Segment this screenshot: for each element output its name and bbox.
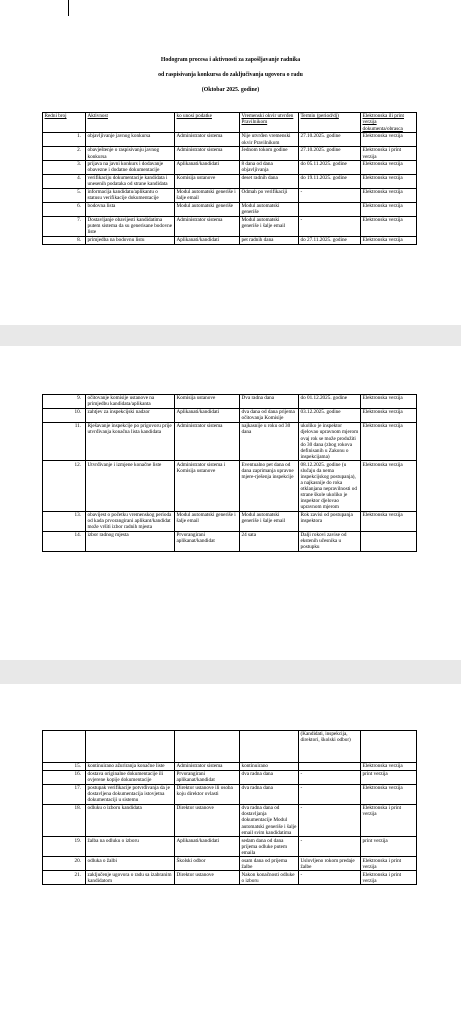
row-time-frame: 24 sata [240,531,299,551]
row-version: Elektronska verzija [361,395,417,409]
table-row [43,161,417,175]
row-ordinal: 20. [43,857,86,871]
table-row [43,784,417,804]
row-term: 27.10.2025. godine [299,133,361,147]
row-activity: zaključenje ugovora o radu sa izabranim kandidatom [86,871,175,885]
row-activity: prijava na javni konkurs i dodavanje obavezne i dodatne dokumentacije [86,161,175,175]
row-who-enters: Direktor ustanove ili osoba koju direktor ovlasti [175,784,240,804]
row-who-enters: Modul automatski generiše [175,202,240,216]
row-who-enters: Modul automatski generiše i šalje email [175,188,240,202]
row-who-enters: Aplikanati/kandidati [175,161,240,175]
row-version: print verzija [361,837,417,857]
row-activity: obavještenje o raspisivanju javnog konkursa [86,147,175,161]
continuation-header-row [43,731,417,763]
row-who-enters: Direktor ustanove [175,804,240,836]
row-time-frame: Nakon konačnosti odluke o izboru [240,871,299,885]
row-ordinal: 3. [43,161,86,175]
row-time-frame: Modul automatski generiše i šalje email [240,511,299,531]
row-term: Rok zavisi od postupanja inspektora [299,511,361,531]
row-who-enters: Direktor ustanove [175,871,240,885]
row-term: 03.12.2025. godine [299,408,361,422]
row-activity: objavljivanje javnog konkursa [86,133,175,147]
table-row [43,511,417,531]
row-activity: Utvrđivanje i izmjene konačne liste [86,461,175,512]
row-term: - [299,770,361,784]
row-term: Dalji rokovi zavise od ekstenih učesnika u postupku [299,531,361,551]
row-ordinal: 18. [43,804,86,836]
row-who-enters: Administrator sistema [175,422,240,460]
row-time-frame: 8 dana od dana objavljivanja [240,161,299,175]
row-activity: primjedba na bodovnu listu [86,236,175,244]
row-term: do 05.11.2025. godine [299,161,361,175]
row-ordinal: 14. [43,531,86,551]
row-version: Elektronska i print verzija [361,871,417,885]
row-time-frame: Modul automatski generiše i šalje email [240,216,299,236]
row-version: Elektronska verzija [361,461,417,512]
row-activity: žalba na odluku o izboru [86,837,175,857]
row-ordinal: 4. [43,174,86,188]
row-who-enters: Administrator sistema i Komisija ustanove [175,461,240,512]
row-version: Elektronska i print verzija [361,857,417,871]
row-who-enters: Administrator sistema [175,216,240,236]
row-time-frame: Nije utvrđen vremenski okvir Pravilnikom [240,133,299,147]
row-time-frame: Jednom tokom godine [240,147,299,161]
document-title-line-1: Hodogram procesa i aktivnosti za zapošljavanje radnika [160,57,301,63]
table-row [43,236,417,244]
document-page-3 [0,684,461,1024]
row-activity: zahtjev za inspekcijski nadzor [86,408,175,422]
row-version: print verzija [361,770,417,784]
table-row [43,147,417,161]
row-time-frame: dva dana od dana prijema očitovanja Komisije [240,408,299,422]
table-row [43,461,417,512]
table-body [43,395,417,552]
table-row [43,395,417,409]
row-version: Elektronska verzija [361,188,417,202]
row-ordinal: 8. [43,236,86,244]
table-row [43,763,417,771]
row-version: Elektronska verzija [361,216,417,236]
row-who-enters: Modul automatski generiše i šalje email [175,511,240,531]
row-ordinal: 15. [43,763,86,771]
participants-note: (Kandidati, inspekcija, direktori, školski odbor) [299,731,361,763]
row-who-enters: Aplikanati/kandidati [175,408,240,422]
schedule-table-page-2 [42,394,417,552]
row-version: Elektronska verzija [361,202,417,216]
row-activity: očitovanje komisije ustanove na primjedbu kandidata/aplikanta [86,395,175,409]
header-who-enters: ko unosi podatke [175,113,240,133]
row-ordinal: 5. [43,188,86,202]
row-version: Elektronska verzija [361,161,417,175]
row-term: 27.10.2025. godine [299,147,361,161]
row-time-frame: dva radna dana [240,770,299,784]
row-term: Uslovljeno rokom predaje žalbe [299,857,361,871]
row-version: Elektronska verzija [361,763,417,771]
row-ordinal: 16. [43,770,86,784]
row-who-enters: Prvorangirani aplikanat/kandidat [175,770,240,784]
page-gap [0,325,461,346]
row-term [299,202,361,216]
row-ordinal: 6. [43,202,86,216]
row-activity: informacija kandidatu/aplikantu o statusu verifikacije dokumentacije [86,188,175,202]
row-ordinal: 2. [43,147,86,161]
row-version: Elektronska verzija [361,408,417,422]
row-who-enters: Školski odbor [175,857,240,871]
row-activity: kontinuirano ažuriranja konačne liste [86,763,175,771]
document-title-line-3: (Oktobar 2025. godine) [201,87,260,93]
row-time-frame: najkasnije u roku od 30 dana [240,422,299,460]
row-who-enters: Administrator sistema [175,147,240,161]
table-row [43,174,417,188]
row-version: Elektronska verzija [361,133,417,147]
row-ordinal: 12. [43,461,86,512]
row-term: - [299,837,361,857]
row-ordinal: 17. [43,784,86,804]
table-row [43,408,417,422]
row-ordinal: 11. [43,422,86,460]
row-time-frame: Eventualno pet dana od dana zaprimanja upravne mjere-rješenja inspekcije [240,461,299,512]
row-ordinal: 1. [43,133,86,147]
table-row [43,857,417,871]
row-term: - [299,784,361,804]
row-ordinal: 10. [43,408,86,422]
row-activity: bodovna lista [86,202,175,216]
row-term: 08.12.2025. godine (u slučaju da nema inspekcijskog postupanja), a najkasnije do roka otklanjana nepravilnosti od strane škole ukoliko je inspektor djelovao upravnom mjerom [299,461,361,512]
row-activity: dostava originalne dokumentacije ili ovjerene kopije dokumentacije [86,770,175,784]
row-term: - [299,216,361,236]
row-term: - [299,871,361,885]
row-activity: Dostavljanje obavijesti kandidatima putem sistema da su generisane bodovne liste [86,216,175,236]
document-page-1 [0,0,461,325]
row-term [299,763,361,771]
row-term: ukoliko je inspektor djelovao upravnom mjerom ovaj rok se može produžiti do 30 dana (zbog rokova definisanih u Zakonu o inspekcijama) [299,422,361,460]
table-row [43,837,417,857]
page-edge-line [68,0,69,16]
table-body [43,763,417,885]
header-time-frame: Vremenski okvir utvrđen Pravilnikom [240,113,299,133]
row-activity: obavijest o početku vremenskog perioda od kada prvorangirani aplikant/kandidat može vršiti izbor radnih mjesta [86,511,175,531]
row-version: Elektronska verzija [361,422,417,460]
row-ordinal: 9. [43,395,86,409]
row-ordinal: 19. [43,837,86,857]
row-version: Elektronska verzija [361,511,417,531]
row-ordinal: 13. [43,511,86,531]
table-row [43,188,417,202]
row-who-enters: Komisija ustanove [175,395,240,409]
row-version: Elektronska verzija [361,784,417,804]
table-row [43,216,417,236]
row-time-frame: osam dana od prijema žalbe [240,857,299,871]
row-activity: odluku o izboru kandidata [86,804,175,836]
header-activity: Aktivnost [86,113,175,133]
row-activity: postupak verifikacije potvrđivanja da je dostavljena dokumentacija istovjetna dokumentaciji u sistemu [86,784,175,804]
row-term: - [299,188,361,202]
row-who-enters: Aplikanati/kandidati [175,236,240,244]
header-version: Elektronska ili print verzija dokumenta/obrasca [361,113,417,133]
table-row [43,531,417,551]
row-ordinal: 7. [43,216,86,236]
table-row [43,422,417,460]
row-who-enters: Aplikanati/kandidati [175,837,240,857]
table-row [43,871,417,885]
row-who-enters: Prvorangirani aplikanat/kandidat [175,531,240,551]
page-gap [0,660,461,684]
row-term: do 01.12.2025. godine [299,395,361,409]
row-version: Elektronska i print verzija [361,147,417,161]
row-version: Elektronska i print verzija [361,804,417,836]
row-term: do 27.11.2025. godine [299,236,361,244]
header-ordinal: Redni broj [43,113,86,133]
row-who-enters: Administrator sistema [175,763,240,771]
row-activity: odluka o žalbi [86,857,175,871]
table-row [43,202,417,216]
document-page-2 [0,346,461,660]
row-activity: verifikaciju dokumentacije kandidata i unesenih podataka od strane kandidata [86,174,175,188]
row-who-enters: Administrator sistema [175,133,240,147]
row-who-enters: Komisija ustanove [175,174,240,188]
row-time-frame: pet radnih dana [240,236,299,244]
row-version: Elektronska verzija [361,236,417,244]
schedule-table-page-1 [42,112,417,245]
row-time-frame: Modul automatski generiše [240,202,299,216]
row-time-frame: kontinuirano [240,763,299,771]
document-title-line-2: od raspisivanja konkursa do zaključivanja ugovora o radu [158,72,303,78]
row-ordinal: 21. [43,871,86,885]
row-time-frame: Dva radna dana [240,395,299,409]
row-time-frame: sedam dana od dana prijema odluke putem emaila [240,837,299,857]
row-activity: Rješavanje inspekcije po prigovoru prije utvrđivanja konačna lista kandidata [86,422,175,460]
row-time-frame: dva radna dana od dostavljanja dokumentacije Modul automatski generiše i šalje email svim kandidatima [240,804,299,836]
row-time-frame: Odmah po verifikaciji [240,188,299,202]
row-time-frame: deset radnih dana [240,174,299,188]
schedule-table-page-3 [42,730,417,885]
row-version: Elektronska verzija [361,174,417,188]
row-version [361,531,417,551]
row-term: do 19.11.2025. godine [299,174,361,188]
table-row [43,804,417,836]
table-body [43,133,417,245]
row-time-frame: dva radna dana [240,784,299,804]
row-activity: izbor radnog mjesta [86,531,175,551]
table-row [43,770,417,784]
header-term: Termin (period/dj) [299,113,361,133]
table-header-row [43,113,417,133]
table-row [43,133,417,147]
row-term: - [299,804,361,836]
